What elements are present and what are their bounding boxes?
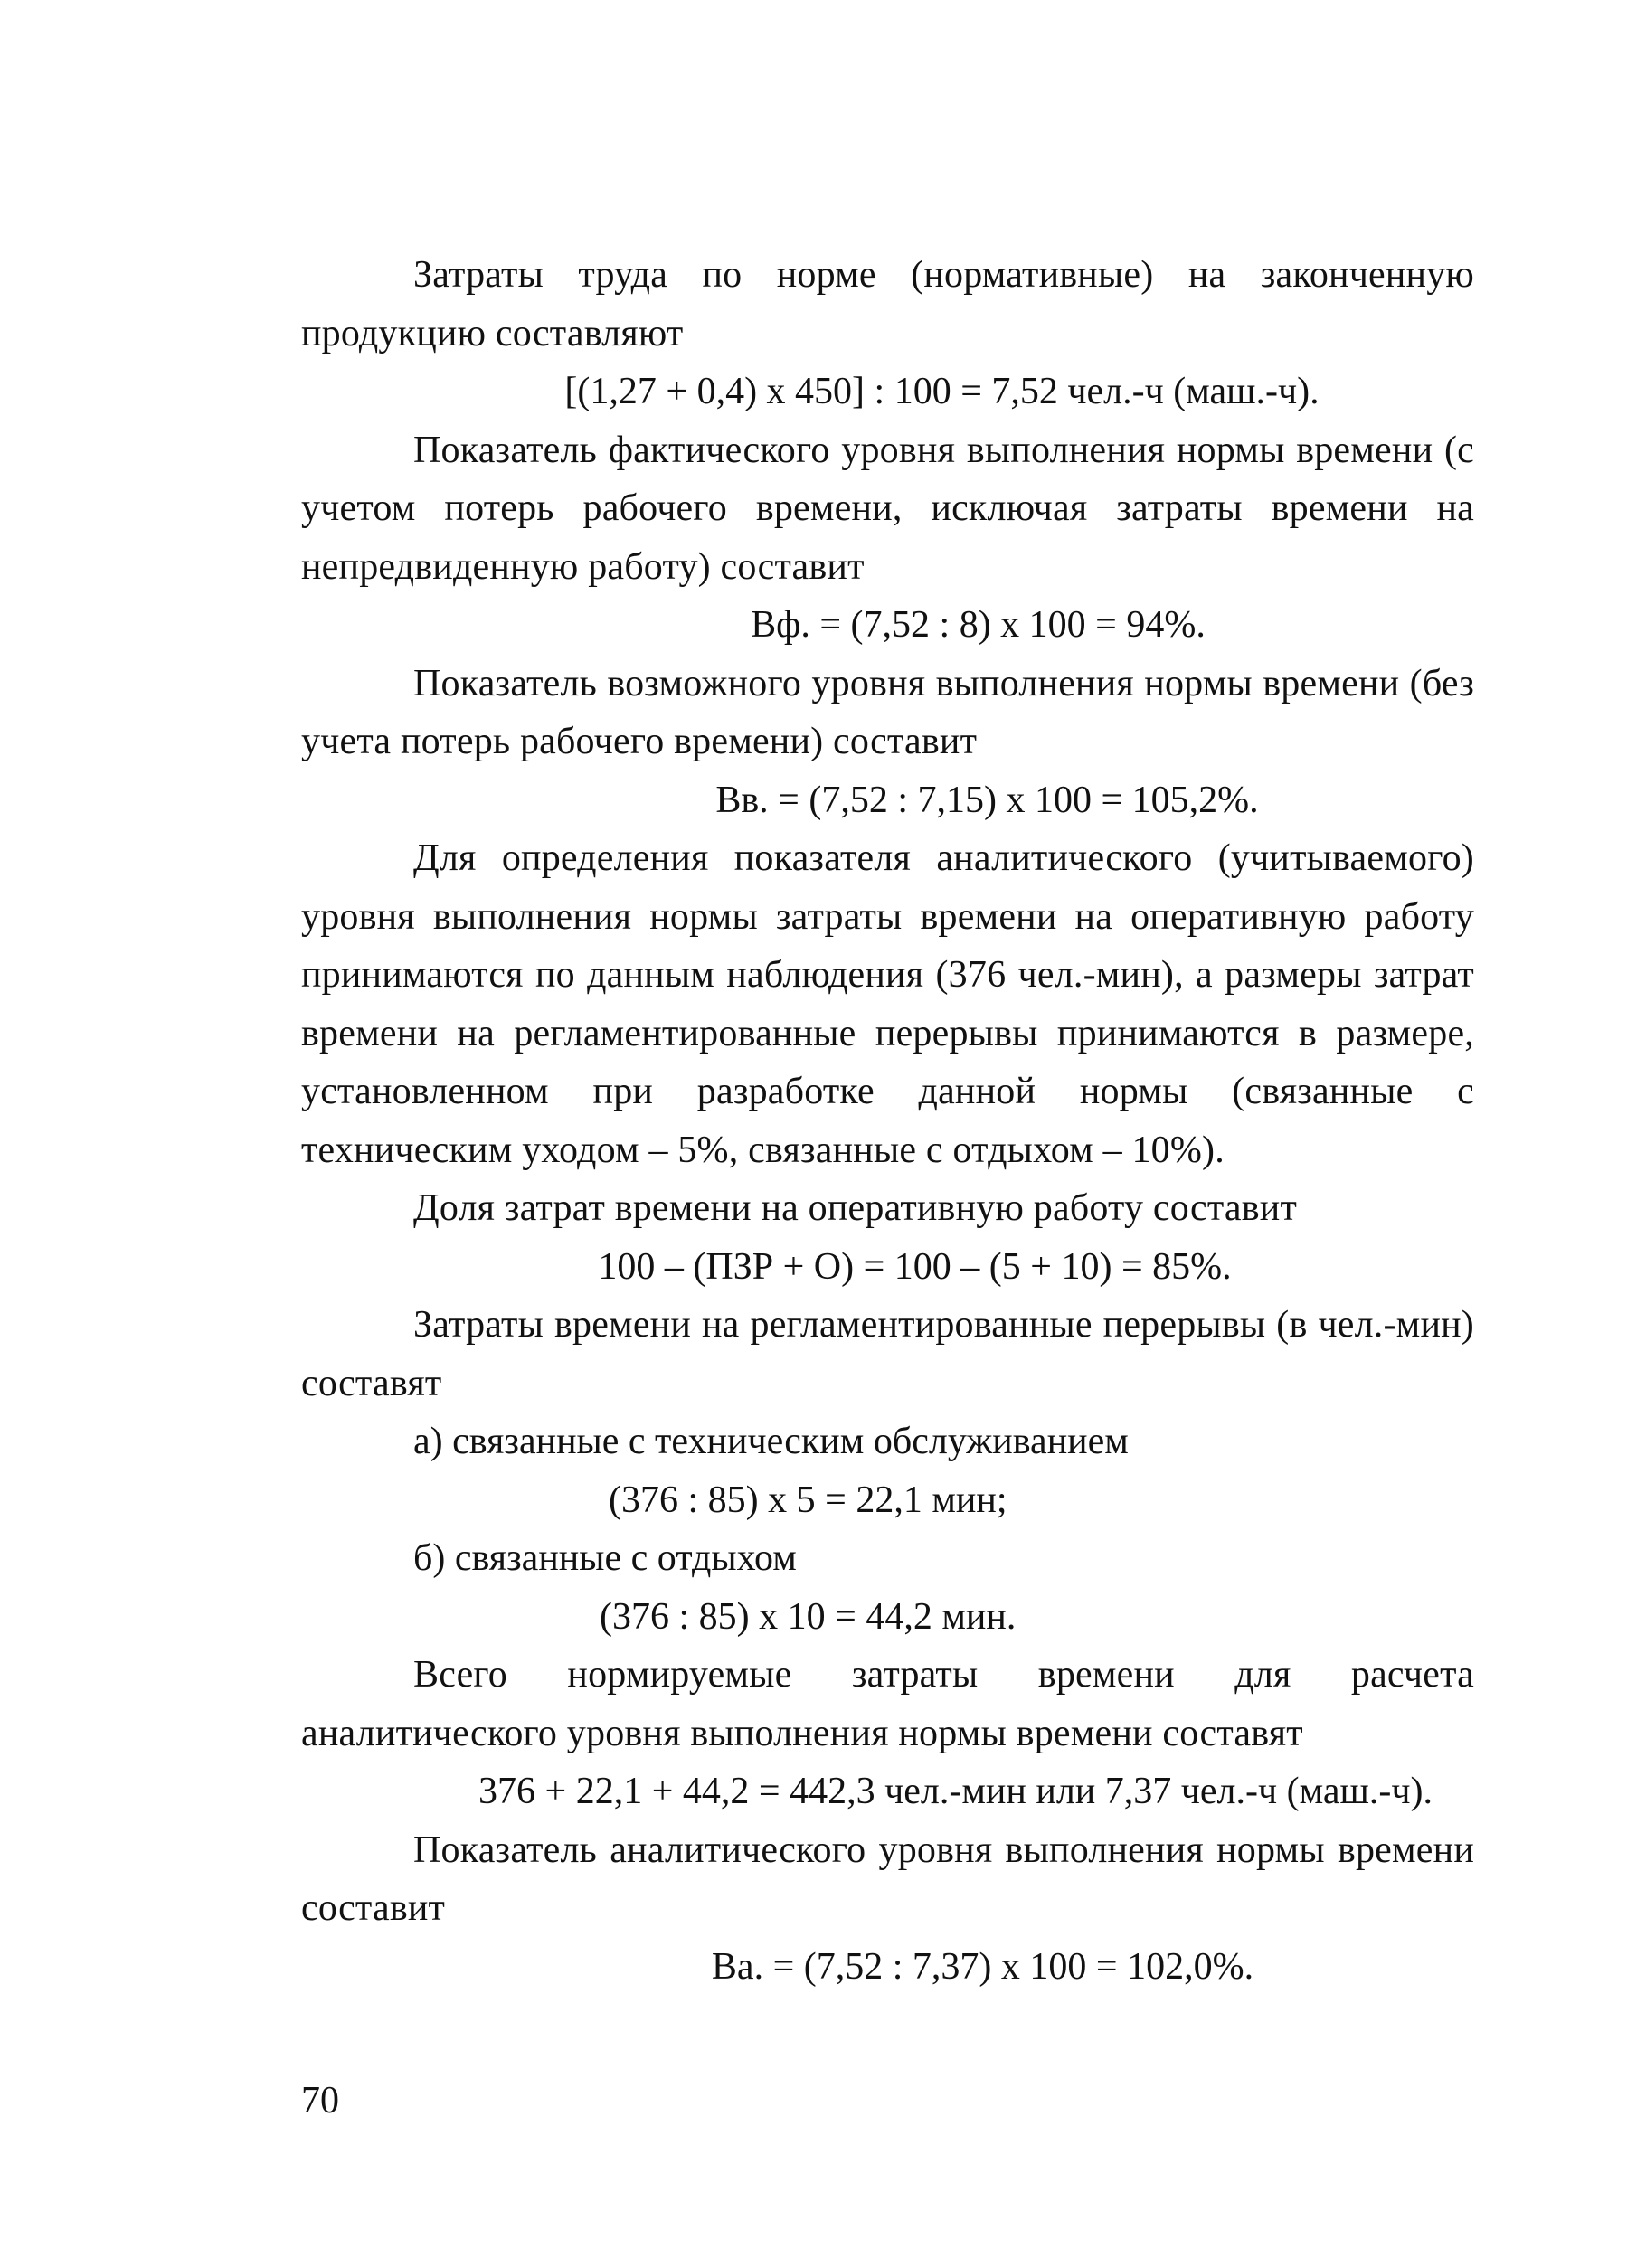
page-number: 70: [301, 2080, 339, 2122]
formula-total-normed: 376 + 22,1 + 44,2 = 442,3 чел.-мин или 7,37 чел.-ч (маш.-ч).: [478, 1771, 1433, 1812]
list-item-rest: б) связанные с отдыхом: [413, 1537, 797, 1579]
formula-rest: (376 : 85) х 10 = 44,2 мин.: [600, 1595, 1017, 1638]
paragraph-analytical-definition: Для определения показателя аналитического (учитываемого) уровня выполнения нормы затраты времени на оперативную работу принимаются по данным наблюдения (376 чел.-мин), а размеры затрат времени на регламентированные перерывы принимаются в размере, установленном при разработке данной нормы (связанные с техническим уходом – 5%, связанные с отдыхом – 10%).: [301, 837, 1474, 1171]
list-item-maintenance: а) связанные с техническим обслуживанием: [413, 1421, 1129, 1462]
paragraph-labor-cost: Затраты труда по норме (нормативные) на законченную продукцию составляют: [301, 254, 1474, 354]
paragraph-regulated-breaks: Затраты времени на регламентированные перерывы (в чел.-мин) составят: [301, 1304, 1474, 1404]
formula-operative-share: 100 – (ПЗР + О) = 100 – (5 + 10) = 85%.: [598, 1245, 1232, 1288]
paragraph-total-normed: Всего нормируемые затраты времени для расчета аналитического уровня выполнения нормы времени составят: [301, 1654, 1474, 1754]
page-body: [301, 246, 1474, 1996]
formula-actual-level: Вф. = (7,52 : 8) х 100 = 94%.: [751, 604, 1206, 646]
formula-maintenance: (376 : 85) х 5 = 22,1 мин;: [609, 1479, 1007, 1521]
paragraph-operative-share: Доля затрат времени на оперативную работу составит: [413, 1187, 1298, 1229]
paragraph-analytical-level: Показатель аналитического уровня выполнения нормы времени составит: [301, 1829, 1474, 1929]
formula-analytical-level: Ва. = (7,52 : 7,37) х 100 = 102,0%.: [711, 1945, 1254, 1988]
formula-norm-labor: [(1,27 + 0,4) х 450] : 100 = 7,52 чел.-ч (маш.-ч).: [564, 371, 1320, 412]
paragraph-actual-level: Показатель фактического уровня выполнения нормы времени (с учетом потерь рабочего времени, исключая затраты времени на непредвиденную работу) составит: [301, 429, 1474, 588]
formula-possible-level: Вв. = (7,52 : 7,15) х 100 = 105,2%.: [715, 779, 1259, 821]
paragraph-possible-level: Показатель возможного уровня выполнения нормы времени (без учета потерь рабочего времени) составит: [301, 662, 1474, 762]
